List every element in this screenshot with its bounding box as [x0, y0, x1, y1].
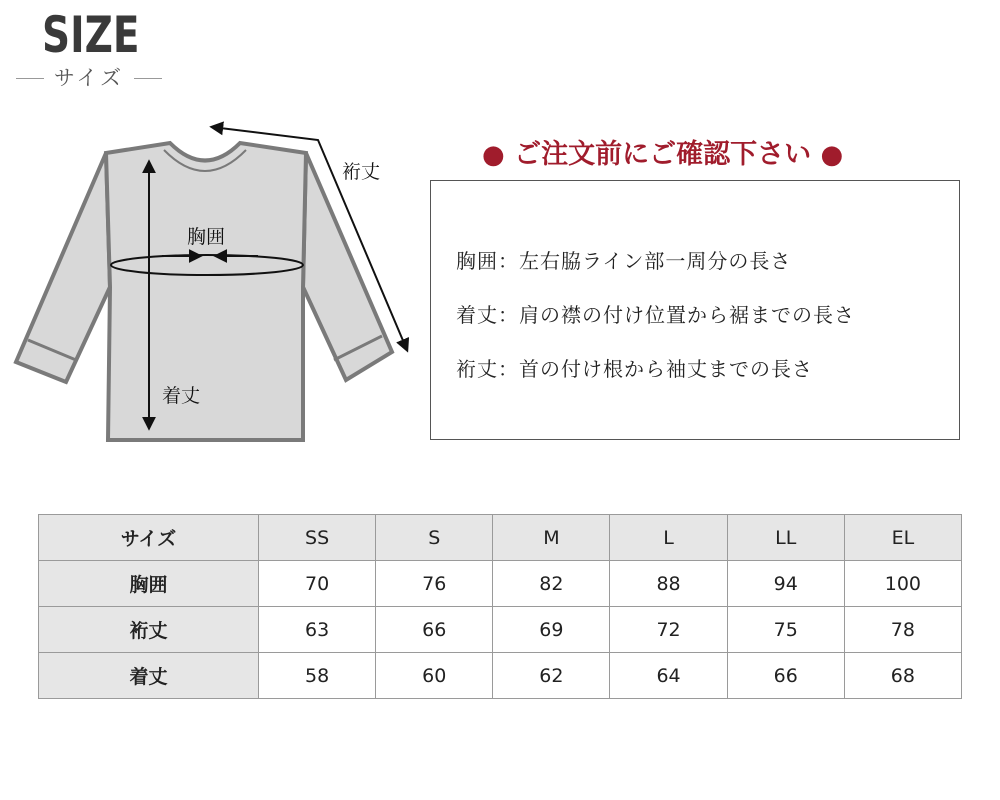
- page-title: SIZE: [42, 6, 140, 64]
- table-cell: 60: [376, 653, 493, 699]
- table-cell: 88: [610, 561, 727, 607]
- notice-box: [430, 180, 960, 440]
- table-cell: 68: [844, 653, 961, 699]
- size-header-cell: S: [376, 515, 493, 561]
- table-cell: 63: [259, 607, 376, 653]
- row-label-cell: 着丈: [39, 653, 259, 699]
- notice-heading: ご注文前にご確認下さい: [514, 139, 812, 170]
- row-label-cell: 裄丈: [39, 607, 259, 653]
- notice-heading-row: [482, 132, 912, 171]
- table-header-row: [39, 515, 962, 561]
- table-cell: 66: [727, 653, 844, 699]
- size-header-cell: SS: [259, 515, 376, 561]
- page-subtitle: サイズ: [53, 66, 125, 90]
- table-cell: 75: [727, 607, 844, 653]
- size-header-cell: LL: [727, 515, 844, 561]
- chest-label: 胸囲: [187, 226, 226, 248]
- table-cell: 76: [376, 561, 493, 607]
- garment-diagram: [0, 100, 430, 460]
- notice-line: 裄丈：首の付け根から袖丈までの長さ: [456, 357, 813, 381]
- notice-line: 胸囲：左右脇ライン部一周分の長さ: [456, 249, 792, 273]
- right-sleeve-shape: [303, 153, 392, 380]
- bullet-icon: ●: [820, 140, 844, 170]
- size-header-cell: L: [610, 515, 727, 561]
- table-cell: 100: [844, 561, 961, 607]
- size-header-cell: EL: [844, 515, 961, 561]
- table-cell: 58: [259, 653, 376, 699]
- table-header-cell: サイズ: [39, 515, 259, 561]
- table-cell: 69: [493, 607, 610, 653]
- table-cell: 72: [610, 607, 727, 653]
- table-cell: 78: [844, 607, 961, 653]
- size-header-cell: M: [493, 515, 610, 561]
- table-row: [39, 607, 962, 653]
- row-label-cell: 胸囲: [39, 561, 259, 607]
- notice-line: 着丈：肩の襟の付け位置から裾までの長さ: [456, 303, 855, 327]
- divider: [134, 78, 162, 79]
- garment-body-shape: [106, 143, 306, 440]
- page-subtitle-block: [16, 62, 162, 92]
- table-cell: 82: [493, 561, 610, 607]
- length-label: 着丈: [162, 385, 201, 407]
- left-sleeve-shape: [16, 153, 110, 382]
- table-row: [39, 561, 962, 607]
- table-cell: 94: [727, 561, 844, 607]
- table-cell: 70: [259, 561, 376, 607]
- sleeve-length-label: 裄丈: [342, 161, 381, 183]
- table-cell: 66: [376, 607, 493, 653]
- bullet-icon: ●: [482, 140, 505, 170]
- table-row: [39, 653, 962, 699]
- size-table: [38, 514, 962, 699]
- table-cell: 64: [610, 653, 727, 699]
- table-cell: 62: [493, 653, 610, 699]
